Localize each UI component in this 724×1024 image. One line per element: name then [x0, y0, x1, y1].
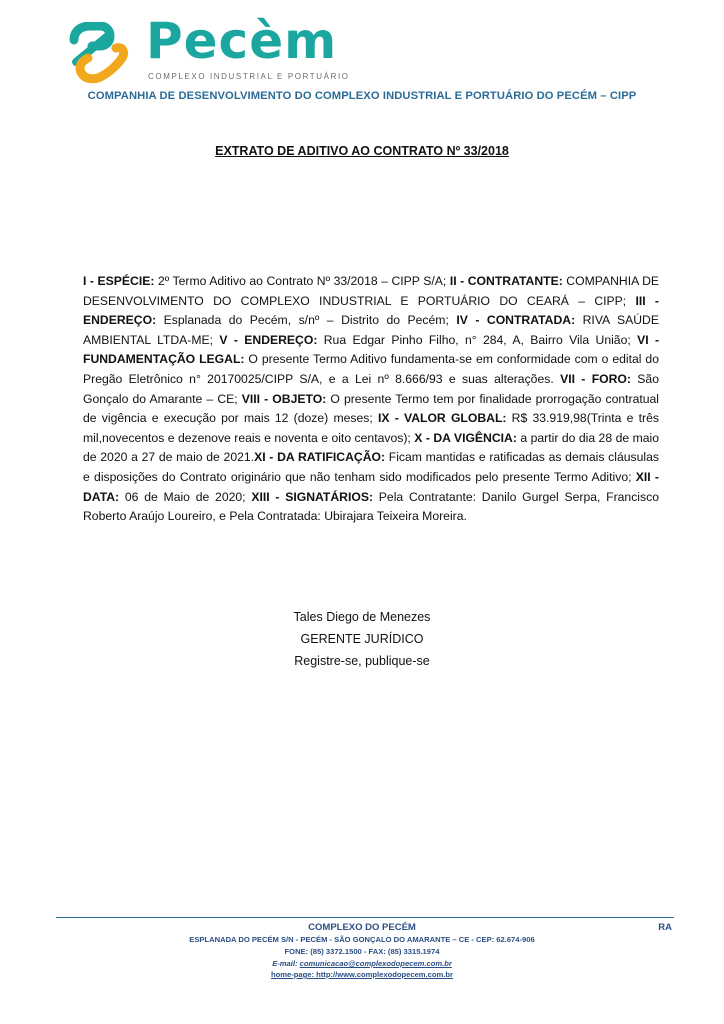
- brand-wordmark: Pecèm: [146, 12, 338, 70]
- section-text: Rua Edgar Pinho Filho, n° 284, A, Bairro Vila União;: [317, 332, 638, 347]
- section-label: VI - FUNDAMENTAÇÃO LEGAL:: [83, 332, 660, 367]
- section-text: Esplanada do Pecém, s/nº – Distrito do Pecém;: [156, 313, 457, 328]
- section-label: XII - DATA:: [83, 469, 659, 504]
- section-label: III - ENDEREÇO:: [83, 293, 659, 328]
- pecem-logo-icon: [66, 22, 132, 84]
- section-text: RIVA SAÚDE AMBIENTAL LTDA-ME;: [83, 313, 659, 347]
- footer-email-link[interactable]: comunicacao@complexodopecem.com.br: [299, 959, 452, 968]
- document-title: EXTRATO DE ADITIVO AO CONTRATO Nº 33/2018: [215, 144, 509, 158]
- section-label: VIII - OBJETO:: [241, 391, 327, 406]
- pecem-logo: [66, 12, 350, 86]
- footer-initials: RA: [658, 922, 672, 933]
- section-label: IV - CONTRATADA:: [456, 313, 576, 328]
- section-label: X - DA VIGÊNCIA:: [414, 430, 517, 445]
- footer-email-label: E-mail:: [272, 959, 298, 968]
- section-text: Pela Contratante: Danilo Gurgel Serpa, Francisco Roberto Araújo Loureiro, e Pela Contratada: Ubirajara Teixeira Moreira.: [83, 489, 659, 524]
- signatory-name: Tales Diego de Menezes: [293, 610, 431, 624]
- publication-note: Registre-se, publique-se: [294, 654, 430, 668]
- section-label: VII - FORO:: [560, 371, 631, 386]
- section-text: São Gonçalo do Amarante – CE;: [83, 371, 659, 406]
- section-label: I - ESPÉCIE:: [83, 274, 155, 288]
- section-text: a partir do dia 28 de maio de 2020 a 27 de maio de 2021.: [83, 430, 659, 465]
- footer-address: ESPLANADA DO PECÉM S/N - PECÉM - SÃO GONÇALO DO AMARANTE – CE - CEP: 62.674-906: [189, 935, 535, 944]
- section-label: II - CONTRATANTE:: [449, 274, 563, 288]
- section-text: COMPANHIA DE DESENVOLVIMENTO DO COMPLEXO INDUSTRIAL E PORTUÁRIO DO CEARÁ – CIPP;: [83, 274, 660, 308]
- footer-phones: FONE: (85) 3372.1500 - FAX: (85) 3315.1974: [284, 947, 440, 956]
- section-text: 2º Termo Aditivo ao Contrato Nº 33/2018 – CIPP S/A;: [154, 274, 450, 288]
- section-text: Ficam mantidas e ratificadas as demais cláusulas e disposições do Contrato originário que não tenham sido modificados pelo presente Termo Aditivo;: [83, 450, 659, 484]
- footer-email-line: [0, 959, 724, 968]
- section-label: V - ENDEREÇO:: [219, 332, 318, 347]
- footer-homepage-link[interactable]: home-page: http://www.complexodopecem.com.br: [271, 970, 453, 979]
- company-line: COMPANHIA DE DESENVOLVIMENTO DO COMPLEXO INDUSTRIAL E PORTUÁRIO DO PECÉM – CIPP: [87, 90, 637, 102]
- footer-title: COMPLEXO DO PECÉM: [308, 922, 416, 933]
- section-text: O presente Termo Aditivo fundamenta-se em conformidade com o edital do Pregão Eletrônico n° 20170025/CIPP S/A, e a Lei nº 8.666/93 e suas alterações.: [83, 352, 659, 386]
- section-text: R$ 33.919,98(Trinta e três mil,novecentos e dezenove reais e noventa e oito centavos);: [83, 411, 659, 445]
- footer-divider: [56, 917, 674, 918]
- section-text: 06 de Maio de 2020;: [119, 489, 252, 504]
- signatory-role: GERENTE JURÍDICO: [300, 632, 424, 646]
- section-label: XIII - SIGNATÁRIOS:: [251, 489, 374, 504]
- document-body: [83, 272, 659, 527]
- section-text: O presente Termo tem por finalidade prorrogação contratual de vigência e execução por mais 12 (doze) meses;: [83, 391, 660, 426]
- section-label: XI - DA RATIFICAÇÃO:: [254, 450, 386, 465]
- brand-subtitle: COMPLEXO INDUSTRIAL E PORTUÁRIO: [148, 72, 350, 81]
- section-label: IX - VALOR GLOBAL:: [377, 411, 507, 426]
